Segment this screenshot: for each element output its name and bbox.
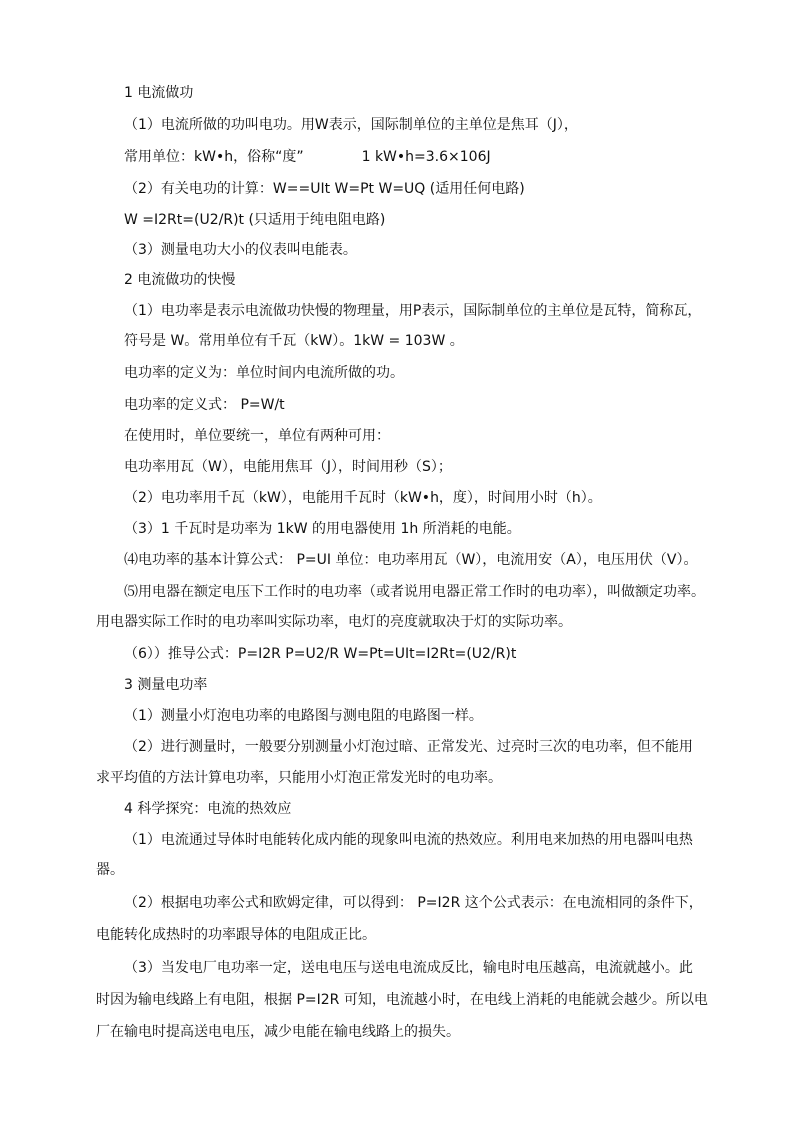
s1-line-2 bbox=[124, 147, 491, 167]
s2-line-2: 电功率的定义为：单位时间内电流所做的功。 bbox=[124, 365, 404, 381]
s4-line-3c: 厂在输电时提高送电电压，减少电能在输电线路上的损失。 bbox=[96, 1024, 460, 1040]
s2-line-5: 电功率用瓦（W），电能用焦耳（J），时间用秒（S）； bbox=[124, 459, 452, 475]
s3-line-2b: 求平均值的方法计算电功率，只能用小灯泡正常发光时的电功率。 bbox=[96, 770, 502, 786]
s2-line-9b: 用电器实际工作时的电功率叫实际功率，电灯的亮度就取决于灯的实际功率。 bbox=[96, 614, 572, 630]
s2-line-9a: ⑸用电器在额定电压下工作时的电功率（或者说用电器正常工作时的电功率），叫做额定功率。 bbox=[124, 584, 705, 600]
s2-line-10: （6））推导公式：P=I2R P=U2/R W=Pt=UIt=I2Rt=(U2/R)t bbox=[124, 646, 517, 662]
s2-line-7: （3）1 千瓦时是功率为 1kW 的用电器使用 1h 所消耗的电能。 bbox=[124, 521, 521, 537]
s2-line-8: ⑷电功率的基本计算公式： P=UI 单位：电功率用瓦（W），电流用安（A），电压用伏（V）。 bbox=[124, 552, 698, 568]
s2-line-1a: （1）电功率是表示电流做功快慢的物理量，用P表示，国际制单位的主单位是瓦特，简称瓦， bbox=[124, 303, 702, 319]
s4-line-2b: 电能转化成热时的功率跟导体的电阻成正比。 bbox=[96, 927, 376, 943]
s1-line-5: （3）测量电功大小的仪表叫电能表。 bbox=[124, 242, 357, 258]
section-3-heading: 3 测量电功率 bbox=[124, 677, 208, 693]
s1-line-2a: 常用单位：kW•h，俗称“度” bbox=[124, 149, 304, 165]
s4-line-2a: （2）根据电功率公式和欧姆定律，可以得到： P=I2R 这个公式表示：在电流相同的条件下， bbox=[124, 895, 703, 911]
s4-line-3a: （3）当发电厂电功率一定，送电电压与送电电流成反比，输电时电压越高，电流就越小。此 bbox=[124, 960, 693, 976]
s1-line-4: W =I2Rt=(U2/R)t (只适用于纯电阻电路) bbox=[124, 212, 386, 228]
s3-line-2a: （2）进行测量时，一般要分别测量小灯泡过暗、正常发光、过亮时三次的电功率，但不能用 bbox=[124, 739, 693, 755]
s2-line-4: 在使用时，单位要统一，单位有两种可用： bbox=[124, 428, 390, 444]
s4-line-1a: （1）电流通过导体时电能转化成内能的现象叫电流的热效应。利用电来加热的用电器叫电热 bbox=[124, 832, 693, 848]
s2-line-1b: 符号是 W。常用单位有千瓦（kW）。1kW = 103W 。 bbox=[124, 333, 464, 349]
section-1-heading: 1 电流做功 bbox=[124, 85, 194, 101]
s2-line-3: 电功率的定义式： P=W/t bbox=[124, 397, 285, 413]
s1-line-1: （1）电流所做的功叫电功。用W表示，国际制单位的主单位是焦耳（J）， bbox=[124, 117, 578, 133]
section-4-heading: 4 科学探究：电流的热效应 bbox=[124, 801, 292, 817]
s4-line-1b: 器。 bbox=[96, 862, 124, 878]
s1-line-2b: 1 kW•h=3.6×106J bbox=[361, 149, 491, 165]
section-2-heading: 2 电流做功的快慢 bbox=[124, 272, 236, 288]
s4-line-3b: 时因为输电线路上有电阻，根据 P=I2R 可知，电流越小时，在电线上消耗的电能就会越少。所以电 bbox=[96, 992, 708, 1008]
s3-line-1: （1）测量小灯泡电功率的电路图与测电阻的电路图一样。 bbox=[124, 708, 483, 724]
s1-line-3: （2）有关电功的计算：W==UIt W=Pt W=UQ (适用任何电路) bbox=[124, 181, 525, 197]
s2-line-6: （2）电功率用千瓦（kW），电能用千瓦时（kW•h，度），时间用小时（h）。 bbox=[124, 490, 602, 506]
